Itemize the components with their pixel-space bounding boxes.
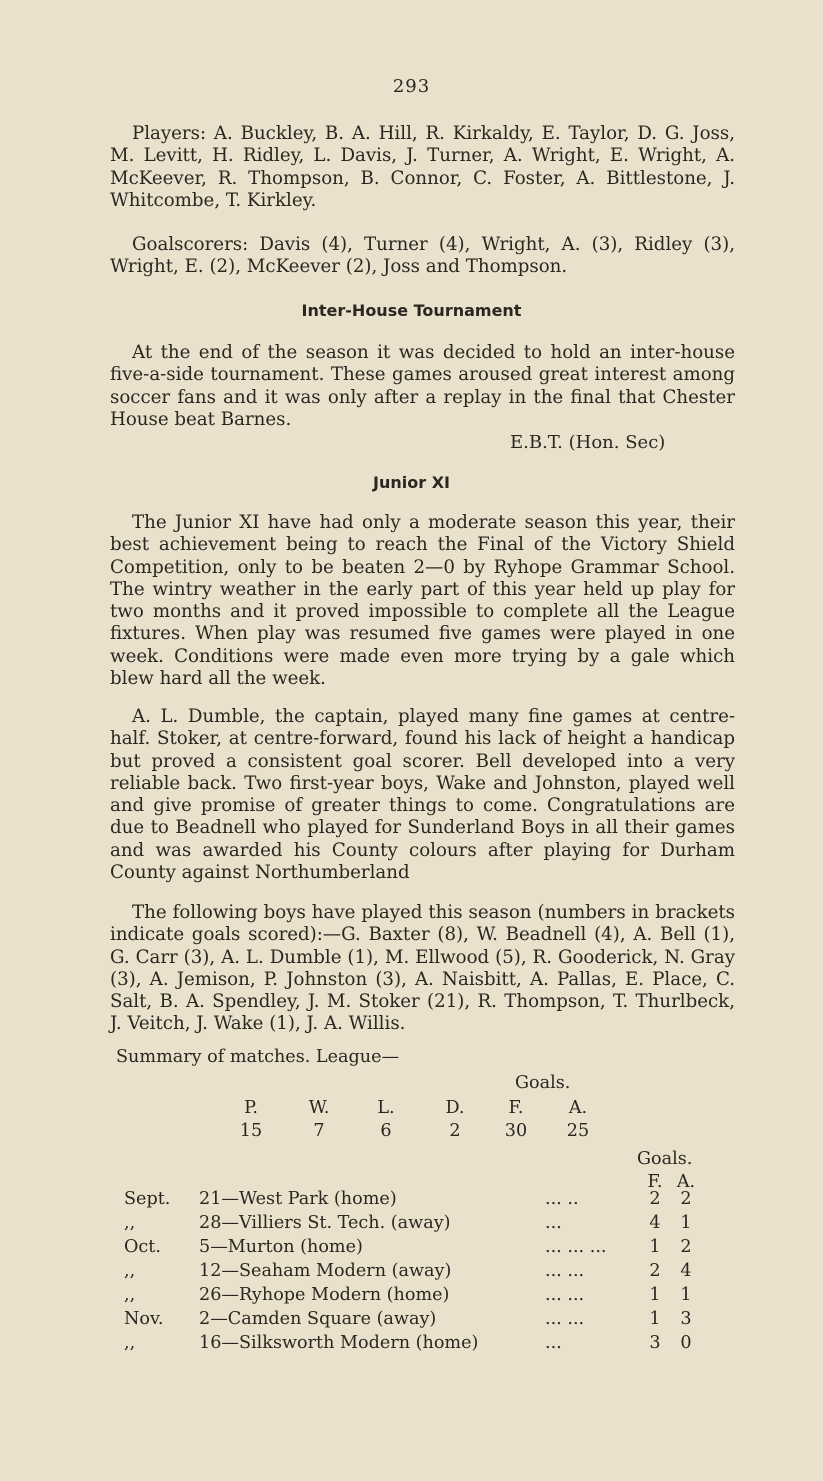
inter-house-paragraph: At the end of the season it was decided to hold an inter-house five-a-side tournament. These games aroused great interest among soccer fans and it was only after a replay in the final that Chester House beat Barnes. [110, 342, 735, 430]
junior-paragraph-2: A. L. Dumble, the captain, played many fine games at centre-half. Stoker, at centre-forward, found his lack of height a handicap but proved a consistent goal scorer. Bell developed into a very reliable back. Two first-year boys, Wake and Johnston, played well and give promise of greater things to come. Congratulations are due to Beadnell who played for Sunderland Boys in all their games and was awarded his County colours after playing for Durham County against Northumberland [110, 706, 735, 884]
match-goals-against: 4 [680, 1261, 692, 1281]
matches-a-header: A. [676, 1172, 696, 1192]
match-leader-dots: ... ... ... [545, 1237, 607, 1257]
league-header-l: L. [377, 1098, 395, 1118]
match-goals-for: 3 [649, 1333, 661, 1353]
summary-intro: Summary of matches. League— [116, 1047, 400, 1067]
inter-house-heading: Inter-House Tournament [301, 301, 522, 320]
league-value-p: 15 [239, 1121, 263, 1141]
match-goals-for: 2 [649, 1261, 661, 1281]
match-month: ,, [124, 1285, 136, 1305]
league-header-d: D. [445, 1098, 465, 1118]
match-leader-dots: ... ... [545, 1309, 585, 1329]
match-goals-against: 3 [680, 1309, 692, 1329]
league-value-a: 25 [566, 1121, 590, 1141]
league-value-d: 2 [449, 1121, 461, 1141]
match-description: 21—West Park (home) [199, 1189, 397, 1209]
match-goals-for: 4 [649, 1213, 661, 1233]
page-number: 293 [392, 76, 431, 97]
league-value-f: 30 [504, 1121, 528, 1141]
match-description: 5—Murton (home) [199, 1237, 363, 1257]
match-description: 26—Ryhope Modern (home) [199, 1285, 450, 1305]
match-description: 2—Camden Square (away) [199, 1309, 437, 1329]
matches-f-header: F. [647, 1172, 663, 1192]
league-header-f: F. [508, 1098, 524, 1118]
match-goals-against: 2 [680, 1237, 692, 1257]
match-goals-for: 1 [649, 1309, 661, 1329]
match-description: 28—Villiers St. Tech. (away) [199, 1213, 451, 1233]
goalscorers-paragraph: Goalscorers: Davis (4), Turner (4), Wright, A. (3), Ridley (3), Wright, E. (2), McKeever (2), Joss and Thompson. [110, 234, 735, 278]
match-month: Sept. [124, 1189, 171, 1209]
junior-paragraph-3: The following boys have played this season (numbers in brackets indicate goals scored):—G. Baxter (8), W. Beadnell (4), A. Bell (1), G. Carr (3), A. L. Dumble (1), M. Ellwood (5), R. Gooderick, N. Gray (3), A. Jemison, P. Johnston (3), A. Naisbitt, A. Pallas, E. Place, C. Salt, B. A. Spendley, J. M. Stoker (21), R. Thompson, T. Thurlbeck, J. Veitch, J. Wake (1), J. A. Willis. [110, 902, 735, 1035]
match-month: ,, [124, 1213, 136, 1233]
match-leader-dots: ... ... [545, 1285, 585, 1305]
signature: E.B.T. (Hon. Sec) [510, 432, 666, 453]
league-header-p: P. [244, 1098, 258, 1118]
match-leader-dots: ... ... [545, 1261, 585, 1281]
league-value-w: 7 [313, 1121, 325, 1141]
match-description: 12—Seaham Modern (away) [199, 1261, 452, 1281]
match-month: Nov. [124, 1309, 164, 1329]
match-leader-dots: ... .. [545, 1189, 579, 1209]
match-goals-for: 1 [649, 1285, 661, 1305]
match-month: ,, [124, 1261, 136, 1281]
players-paragraph: Players: A. Buckley, B. A. Hill, R. Kirkaldy, E. Taylor, D. G. Joss, M. Levitt, H. Ridley, L. Davis, J. Turner, A. Wright, E. Wright, A. McKeever, R. Thompson, B. Connor, C. Foster, A. Bittlestone, J. Whitcombe, T. Kirkley. [110, 123, 735, 211]
match-goals-against: 1 [680, 1213, 692, 1233]
match-goals-against: 2 [680, 1189, 692, 1209]
junior-paragraph-1: The Junior XI have had only a moderate season this year, their best achievement being to reach the Final of the Victory Shield Competition, only to be beaten 2—0 by Ryhope Grammar School. The wintry weather in the early part of this year held up play for two months and it proved impossible to complete all the League fixtures. When play was resumed five games were played in one week. Conditions were made even more trying by a gale which blew hard all the week. [110, 512, 735, 690]
match-leader-dots: ... [545, 1333, 562, 1353]
match-goals-for: 2 [649, 1189, 661, 1209]
match-leader-dots: ... [545, 1213, 562, 1233]
match-month: ,, [124, 1333, 136, 1353]
match-goals-against: 0 [680, 1333, 692, 1353]
junior-heading: Junior XI [373, 473, 450, 492]
league-header-a: A. [568, 1098, 588, 1118]
match-goals-against: 1 [680, 1285, 692, 1305]
match-goals-for: 1 [649, 1237, 661, 1257]
matches-goals-label: Goals. [637, 1149, 693, 1169]
match-month: Oct. [124, 1237, 161, 1257]
match-description: 16—Silksworth Modern (home) [199, 1333, 479, 1353]
league-header-w: W. [308, 1098, 330, 1118]
league-goals-label: Goals. [515, 1073, 571, 1093]
league-value-l: 6 [380, 1121, 392, 1141]
